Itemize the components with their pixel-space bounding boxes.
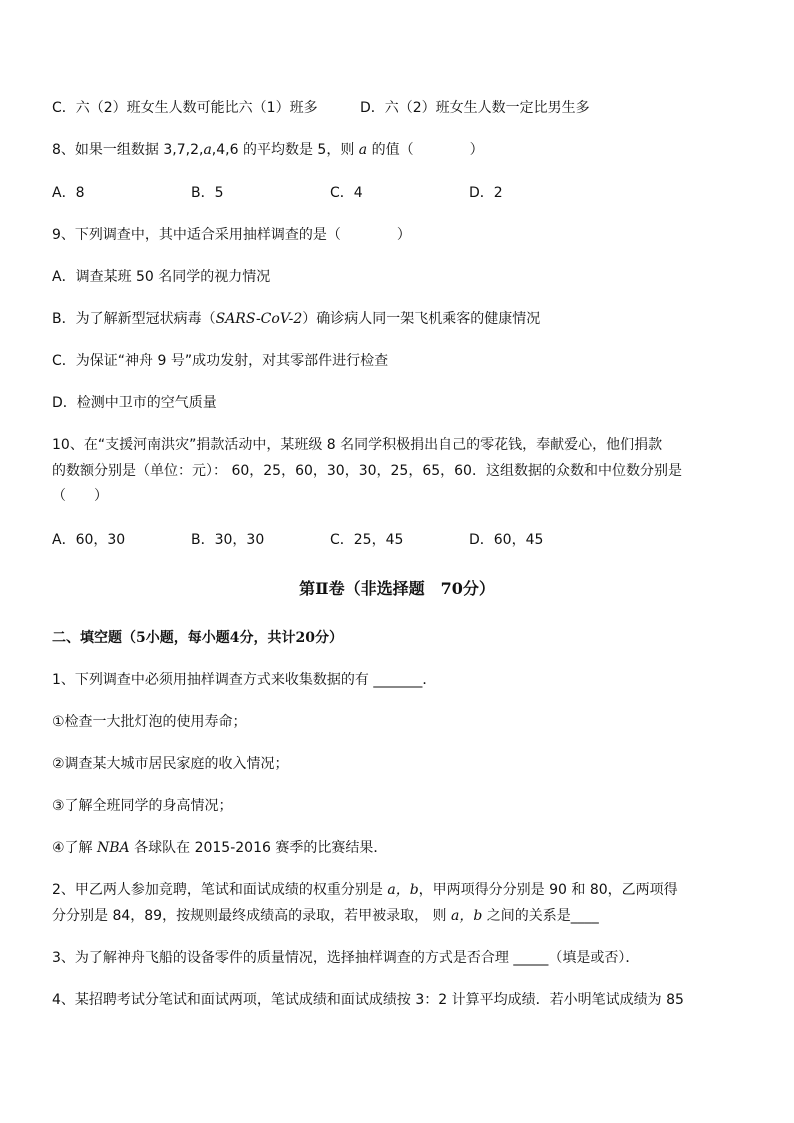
fill4-stem: 4、某招聘考试分笔试和面试两项，笔试成绩和面试成绩按 3：2 计算平均成绩．若小明笔试成绩为 85 [52,992,684,1008]
fill2-line1-vars: a，b [387,882,419,898]
q8-option-b: B．5 [191,185,224,201]
q9-option-b-post: ）确诊病人同一架飞机乘客的健康情况 [302,311,541,327]
fill1-item4-post: 各球队在 2015-2016 赛季的比赛结果． [129,840,388,856]
q7-option-c: C．六（2）班女生人数可能比六（1）班多 [52,100,318,116]
fill2-line2 [52,906,599,926]
q8-stem-b: ,4,6 的平均数是 5，则 [211,142,359,158]
q9-option-c: C．为保证“神舟 9 号”成功发射，对其零部件进行检查 [52,353,389,369]
q10-stem-line1: 10、在“支援河南洪灾”捐款活动中，某班级 8 名同学积极捐出自己的零花钱，奉献爱心，他们捐款 [52,437,663,453]
section-subheading: 二、填空题（5小题，每小题4分，共计20分） [52,630,343,646]
fill2-line1-pre: 2、甲乙两人参加竞聘，笔试和面试成绩的权重分别是 [52,882,388,898]
q10-stem-line2: 的数额分别是（单位：元）： 60，25，60，30，30，25，65，60．这组数据的众数和中位数分别是 [52,463,682,479]
q8-option-c: C．4 [330,185,363,201]
fill1-item1: ①检查一大批灯泡的使用寿命； [52,714,247,730]
fill2-line2-vars: a，b [450,908,483,924]
fill2-line2-pre: 分分别是 84，89，按规则最终成绩高的录取，若甲被录取， 则 [52,908,451,924]
fill1-item4-pre: ④了解 [52,840,98,856]
q10-option-a: A．60，30 [52,532,126,548]
fill2-line1-post: ，甲两项得分分别是 90 和 80，乙两项得 [418,882,678,898]
q10-option-c: C．25，45 [330,532,404,548]
q8-variable-a-2: a [358,142,368,158]
fill2-line2-post: 之间的关系是____ [482,908,599,924]
fill1-item2: ②调查某大城市居民家庭的收入情况； [52,756,289,772]
q8-stem-c: 的值（ ） [367,142,484,158]
fill1-item3: ③了解全班同学的身高情况； [52,798,233,814]
q8-variable-a: a [203,142,212,158]
fill1-item4 [52,838,387,858]
q9-option-d: D．检测中卫市的空气质量 [52,395,217,411]
q9-option-b [52,309,540,329]
q9-stem: 9、下列调查中，其中适合采用抽样调查的是（ ） [52,227,411,243]
q7-option-d: D．六（2）班女生人数一定比男生多 [360,100,590,116]
q9-virus-name: SARS-CoV-2 [215,311,303,327]
section-title: 第Ⅱ卷（非选择题 70分） [299,579,495,598]
q10-option-b: B．30，30 [191,532,265,548]
q8-stem [52,140,484,160]
fill2-line1 [52,880,678,900]
q9-option-a: A．调查某班 50 名同学的视力情况 [52,269,271,285]
q10-stem-line3: （ ） [52,488,108,504]
q10-option-d: D．60，45 [469,532,544,548]
q8-option-a: A．8 [52,185,85,201]
fill3-stem: 3、为了解神舟飞船的设备零件的质量情况，选择抽样调查的方式是否合理 _____（填是或否）． [52,950,640,966]
fill1-stem: 1、下列调查中必须用抽样调查方式来收集数据的有 _______． [52,672,437,688]
q9-option-b-pre: B．为了解新型冠状病毒（ [52,311,216,327]
fill1-nba: NBA [97,840,130,856]
q8-option-d: D．2 [469,185,503,201]
q8-stem-a: 8、如果一组数据 3,7,2, [52,142,204,158]
